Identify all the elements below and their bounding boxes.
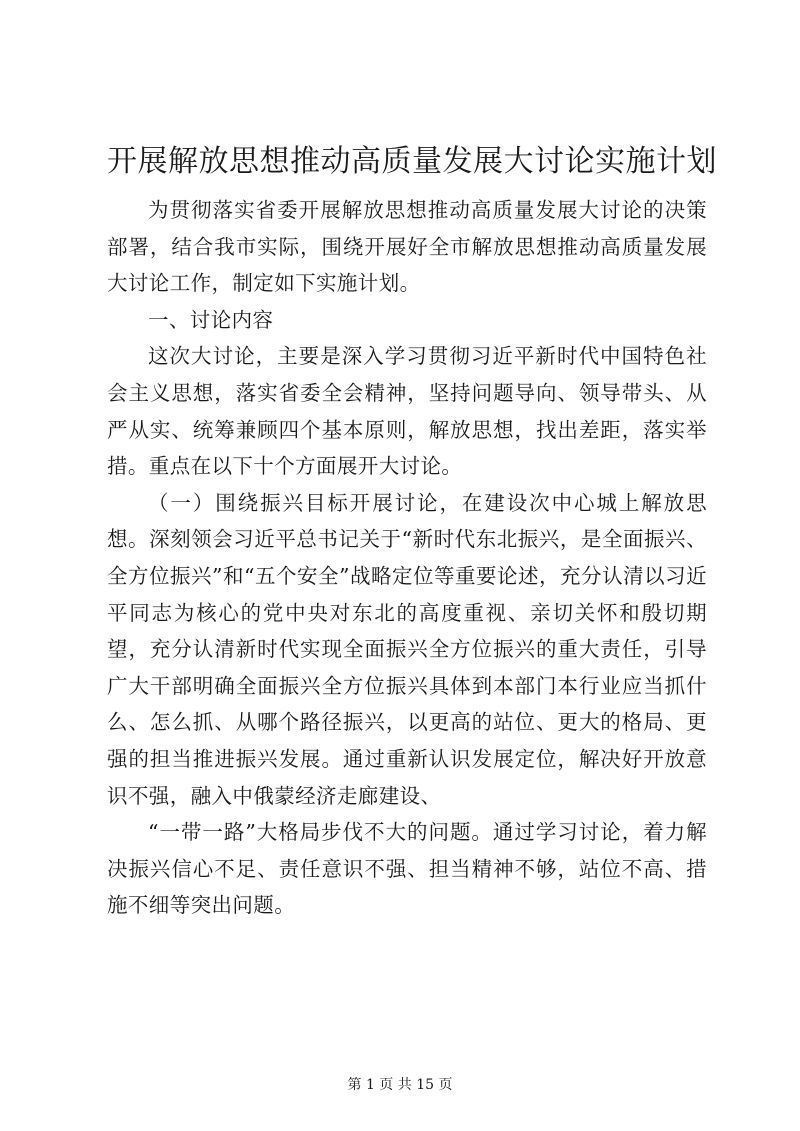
document-body	[107, 192, 707, 924]
section-heading: 一、讨论内容	[148, 307, 274, 332]
paragraph-item-1-continued: “一带一路”大格局步伐不大的问题。通过学习讨论，着力解决振兴信心不足、责任意识不强、担当精神不够，站位不高、措施不细等突出问题。	[107, 820, 707, 918]
page-footer: 第 1 页 共 15 页	[347, 1077, 453, 1093]
paragraph-item-1: （一）围绕振兴目标开展讨论，在建设次中心城上解放思想。深刻领会习近平总书记关于“新时代东北振兴，是全面振兴、全方位振兴”和“五个安全”战略定位等重要论述，充分认清以习近平同志为核心的党中央对东北的高度重视、亲切关怀和殷切期望，充分认清新时代实现全面振兴全方位振兴的重大责任，引导广大干部明确全面振兴全方位振兴具体到本部门本行业应当抓什么、怎么抓、从哪个路径振兴，以更高的站位、更大的格局、更强的担当推进振兴发展。通过重新认识发展定位，解决好开放意识不强，融入中俄蒙经济走廊建设、	[107, 490, 707, 808]
paragraph-overview: 这次大讨论，主要是深入学习贯彻习近平新时代中国特色社会主义思想，落实省委全会精神，坚持问题导向、领导带头、从严从实、统筹兼顾四个基本原则，解放思想，找出差距，落实举措。重点在以下十个方面展开大讨论。	[107, 344, 707, 479]
document-title: 开展解放思想推动高质量发展大讨论实施计划	[107, 144, 717, 179]
paragraph-intro: 为贯彻落实省委开展解放思想推动高质量发展大讨论的决策部署，结合我市实际，围绕开展好全市解放思想推动高质量发展大讨论工作，制定如下实施计划。	[107, 198, 707, 296]
